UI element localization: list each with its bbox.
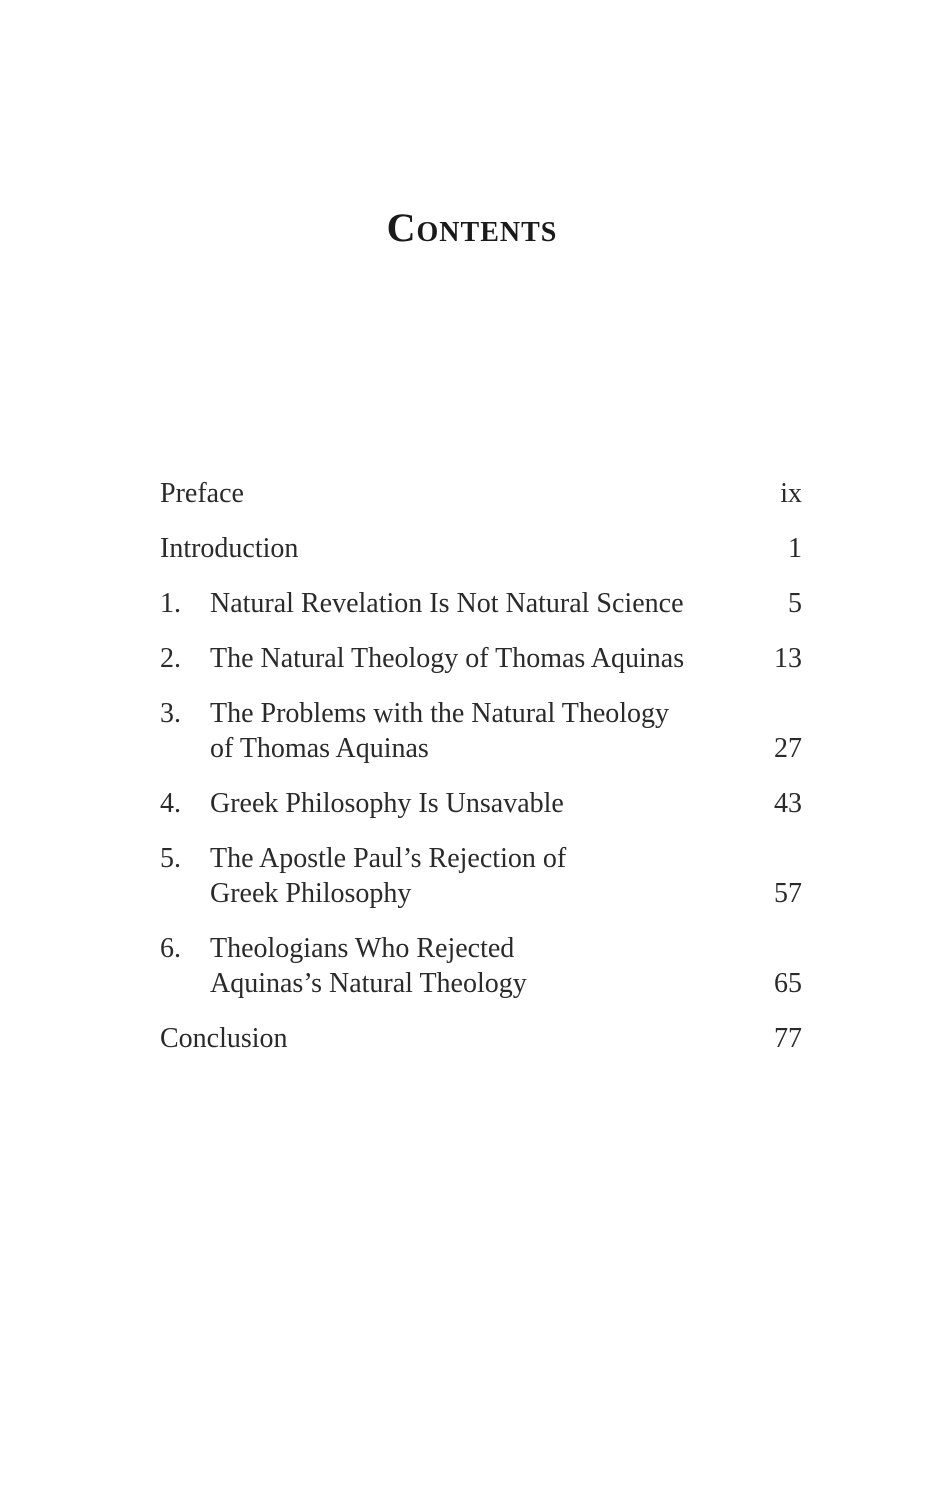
toc-entry-title (210, 931, 758, 1001)
toc-entry-chapter-number: 3. (160, 698, 181, 729)
toc-entry-chapter-5[interactable] (160, 841, 802, 911)
toc-entry-title-line: Preface (160, 478, 244, 509)
page-title: Contents (386, 205, 558, 250)
toc-entry-title (160, 476, 764, 511)
toc-entry-title-line: The Apostle Paul’s Rejection of (210, 843, 567, 874)
toc-entry-page-number: ix (780, 478, 802, 509)
toc-entry-title-line: Greek Philosophy Is Unsavable (210, 788, 564, 819)
toc-entry-chapter-number: 5. (160, 843, 181, 874)
toc-entry-conclusion[interactable] (160, 1021, 802, 1056)
toc-entry-page-number: 57 (774, 878, 802, 909)
toc-entry-title-line: Greek Philosophy (210, 878, 412, 909)
toc-entry-chapter-number: 4. (160, 788, 181, 819)
toc-entry-page-number: 65 (774, 968, 802, 999)
toc-entry-chapter-6[interactable] (160, 931, 802, 1001)
toc-entry-title (210, 841, 758, 911)
toc-entry-title-line: Aquinas’s Natural Theology (210, 968, 527, 999)
table-of-contents (160, 476, 802, 1076)
toc-entry-title (160, 531, 772, 566)
toc-entry-chapter-1[interactable] (160, 586, 802, 621)
toc-entry-page-number: 77 (774, 1023, 802, 1054)
toc-entry-title-line: Introduction (160, 533, 299, 564)
toc-entry-title (210, 696, 758, 766)
toc-entry-page-number: 5 (788, 588, 802, 619)
toc-entry-title-line: Conclusion (160, 1023, 288, 1054)
toc-entry-chapter-number: 6. (160, 933, 181, 964)
toc-entry-title (210, 641, 758, 676)
toc-entry-title-line: The Problems with the Natural Theology (210, 698, 670, 729)
toc-entry-title (210, 786, 758, 821)
toc-entry-page-number: 27 (774, 733, 802, 764)
toc-entry-title-line: Theologians Who Rejected (210, 933, 515, 964)
toc-entry-page-number: 13 (774, 643, 802, 674)
toc-entry-page-number: 1 (788, 533, 802, 564)
toc-entry-introduction[interactable] (160, 531, 802, 566)
toc-entry-chapter-2[interactable] (160, 641, 802, 676)
toc-entry-chapter-number: 1. (160, 588, 181, 619)
toc-entry-preface[interactable] (160, 476, 802, 511)
toc-entry-page-number: 43 (774, 788, 802, 819)
toc-entry-title-line: of Thomas Aquinas (210, 733, 429, 764)
toc-entry-title-line: The Natural Theology of Thomas Aquinas (210, 643, 685, 674)
toc-entry-chapter-number: 2. (160, 643, 181, 674)
toc-entry-title-line: Natural Revelation Is Not Natural Science (210, 588, 684, 619)
toc-entry-title (210, 586, 772, 621)
toc-entry-chapter-4[interactable] (160, 786, 802, 821)
toc-entry-chapter-3[interactable] (160, 696, 802, 766)
toc-entry-title (160, 1021, 758, 1056)
